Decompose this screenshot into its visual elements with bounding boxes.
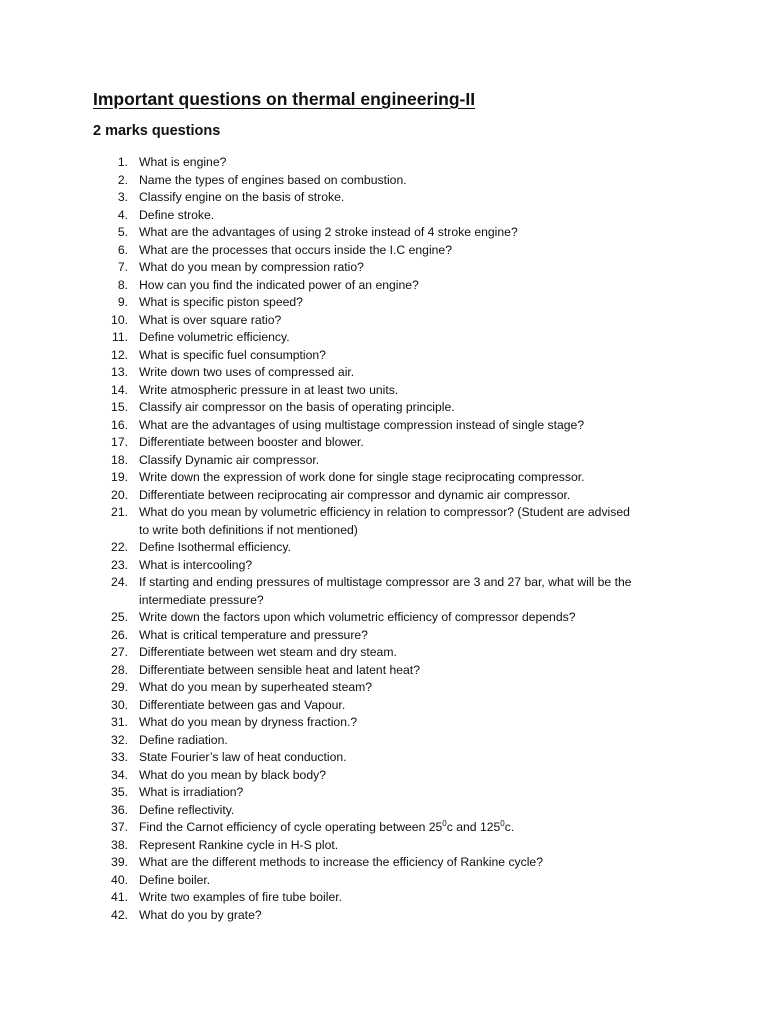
question-number: 15. [111,400,128,414]
question-number: 27. [111,645,128,659]
list-item [0,662,768,680]
question-text [139,819,699,837]
question-number: 23. [111,557,128,572]
list-item [0,697,768,715]
question-text: What are the different methods to increase the efficiency of Rankine cycle? [139,855,543,869]
question-text: Differentiate between booster and blower. [139,435,364,449]
list-item [0,364,768,382]
question-number: 26. [111,627,128,642]
list-item [0,609,768,627]
question-number: 11. [111,330,128,344]
question-text: What are the processes that occurs inside the I.C engine? [139,242,452,257]
question-number: 19. [111,470,128,484]
list-item [0,242,768,260]
list-item [0,382,768,400]
question-text: Define volumetric efficiency. [139,330,290,344]
question-number: 29. [111,680,128,694]
question-number: 22. [111,540,128,554]
question-text: Define Isothermal efficiency. [139,540,291,554]
question-text: State Fourier’s law of heat conduction. [139,750,347,764]
question-number: 32. [111,732,128,747]
list-item [0,189,768,207]
question-number: 38. [111,837,128,852]
question-number: 24. [111,575,128,589]
question-text [139,504,699,539]
list-item [0,574,768,609]
question-text: Define stroke. [139,207,215,222]
question-text: What is specific fuel consumption? [139,347,326,362]
question-number: 37. [111,820,128,834]
question-text-part: Find the Carnot efficiency of cycle operating between 25 [139,820,443,834]
list-item [0,854,768,872]
question-number: 36. [111,802,128,817]
question-text-part: c. [504,820,515,834]
question-number: 9. [117,295,128,309]
question-number: 30. [111,697,128,712]
list-item [0,154,768,172]
list-item [0,767,768,785]
question-text: Define reflectivity. [139,802,235,817]
question-number: 35. [111,785,128,799]
list-item [0,819,768,837]
question-text: What is critical temperature and pressure? [139,627,368,642]
list-item [0,714,768,732]
list-item [0,627,768,645]
list-item [0,417,768,435]
list-item [0,487,768,505]
question-text: Classify air compressor on the basis of operating principle. [139,400,455,414]
list-item [0,872,768,890]
document-title: Important questions on thermal engineering-II [93,89,476,109]
question-number: 41. [111,890,128,904]
question-number: 21. [111,505,128,519]
question-text: Write down the factors upon which volumetric efficiency of compressor depends? [139,610,576,624]
section-heading: 2 marks questions [93,123,221,139]
question-list [0,154,768,924]
question-number: 6. [117,242,128,257]
question-text: Write two examples of fire tube boiler. [139,890,342,904]
question-number: 14. [111,382,128,397]
question-number: 1. [117,155,128,169]
question-number: 40. [111,872,128,887]
question-number: 18. [111,452,128,467]
question-number: 42. [111,907,128,922]
question-text: Classify engine on the basis of stroke. [139,190,345,204]
question-text: Differentiate between sensible heat and latent heat? [139,662,420,677]
question-text: What do you mean by dryness fraction.? [139,715,358,729]
list-item [0,329,768,347]
question-text: Write atmospheric pressure in at least two units. [139,382,399,397]
question-text: Name the types of engines based on combustion. [139,172,407,187]
question-text: What do you mean by black body? [139,767,326,782]
question-number: 4. [117,207,128,222]
list-item [0,889,768,907]
question-text: How can you find the indicated power of an engine? [139,277,419,292]
list-item [0,837,768,855]
list-item [0,399,768,417]
question-text: Differentiate between gas and Vapour. [139,697,346,712]
list-item [0,259,768,277]
question-text: What do you mean by compression ratio? [139,260,364,274]
list-item [0,452,768,470]
question-number: 34. [111,767,128,782]
question-number: 8. [117,277,128,292]
list-item [0,784,768,802]
list-item [0,172,768,190]
question-text: What are the advantages of using 2 stroke instead of 4 stroke engine? [139,225,518,239]
superscript-degree: 0 [442,818,447,828]
question-text: What do you mean by superheated steam? [139,680,373,694]
question-number: 13. [111,365,128,379]
question-number: 33. [111,750,128,764]
list-item [0,802,768,820]
question-number: 5. [117,225,128,239]
list-item [0,539,768,557]
list-item [0,312,768,330]
question-text: What is intercooling? [139,557,253,572]
question-number: 25. [111,610,128,624]
list-item [0,294,768,312]
list-item [0,347,768,365]
question-text-line-1: What do you mean by volumetric efficiency in relation to compressor? (Student are advised [139,505,630,519]
question-text: Differentiate between wet steam and dry steam. [139,645,397,659]
question-text-line-2: intermediate pressure? [139,592,264,607]
question-number: 10. [111,312,128,327]
question-text: Define radiation. [139,732,228,747]
question-text: What do you by grate? [139,907,262,922]
list-item [0,224,768,242]
superscript-degree: 0 [500,818,505,828]
list-item [0,644,768,662]
question-text-line-2: to write both definitions if not mentioned) [139,522,358,537]
question-text: What are the advantages of using multistage compression instead of single stage? [139,417,585,432]
list-item [0,504,768,539]
question-text: Define boiler. [139,872,211,887]
list-item [0,749,768,767]
question-text: What is irradiation? [139,785,244,799]
question-number: 28. [111,662,128,677]
question-text-line-1: If starting and ending pressures of multistage compressor are 3 and 27 bar, what will be the [139,575,632,589]
question-text: What is over square ratio? [139,312,282,327]
question-text: What is specific piston speed? [139,295,303,309]
question-number: 7. [117,260,128,274]
question-text: Differentiate between reciprocating air compressor and dynamic air compressor. [139,487,571,502]
question-text-part: c and 125 [446,820,501,834]
question-number: 12. [111,347,128,362]
list-item [0,469,768,487]
question-number: 17. [111,435,128,449]
list-item [0,434,768,452]
list-item [0,732,768,750]
question-number: 31. [111,715,128,729]
question-text: Write down two uses of compressed air. [139,365,355,379]
question-number: 2. [117,172,128,187]
question-number: 39. [111,855,128,869]
list-item [0,907,768,925]
question-text: Represent Rankine cycle in H-S plot. [139,837,339,852]
question-text: Classify Dynamic air compressor. [139,452,320,467]
question-number: 3. [117,190,128,204]
question-text: What is engine? [139,155,227,169]
list-item [0,557,768,575]
list-item [0,207,768,225]
question-text: Write down the expression of work done for single stage reciprocating compressor. [139,470,585,484]
question-number: 20. [111,487,128,502]
question-text [139,574,699,609]
list-item [0,679,768,697]
list-item [0,277,768,295]
question-number: 16. [111,417,128,432]
